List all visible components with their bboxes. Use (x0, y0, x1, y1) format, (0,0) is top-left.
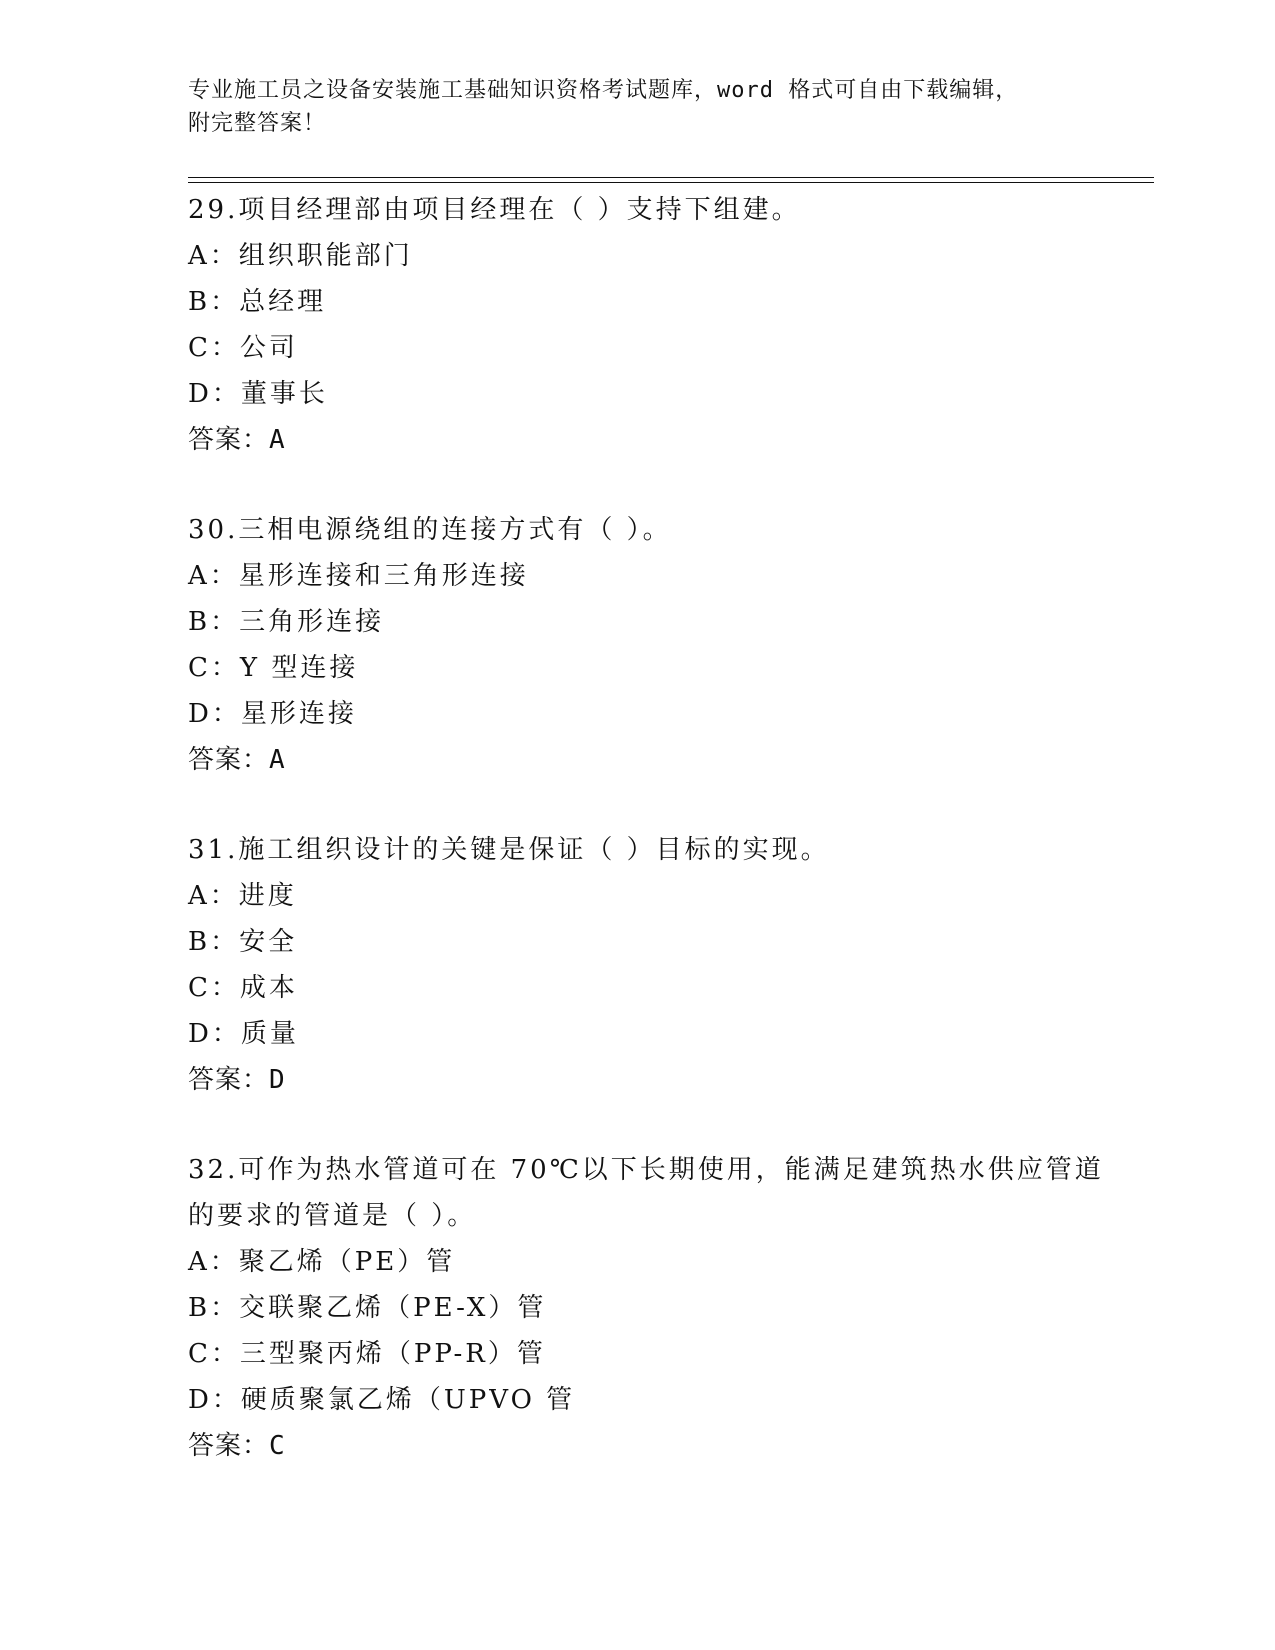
answer-value: D (269, 1065, 286, 1095)
answer-value: A (269, 745, 286, 775)
answer-label: 答案： (188, 425, 270, 455)
answer-line (188, 1057, 1108, 1103)
answer-value: C (269, 1431, 286, 1461)
answer-label: 答案： (188, 1065, 270, 1095)
question-block (188, 1147, 1108, 1469)
question-block (188, 827, 1108, 1103)
option-c: C：三型聚丙烯（PP-R）管 (188, 1339, 546, 1369)
answer-line (188, 1423, 1108, 1469)
option-b: B：交联聚乙烯（PE-X）管 (188, 1293, 547, 1323)
option-d: D：质量 (188, 1019, 299, 1049)
option-d: D：董事长 (188, 379, 328, 409)
option-b: B：总经理 (188, 287, 327, 317)
question-stem: 30.三相电源绕组的连接方式有（ ）。 (188, 515, 672, 545)
option-c: C：公司 (188, 333, 298, 363)
option-d: D：星形连接 (188, 699, 357, 729)
answer-label: 答案： (188, 745, 270, 775)
question-stem: 31.施工组织设计的关键是保证（ ）目标的实现。 (188, 835, 830, 865)
header-divider-bottom (188, 182, 1154, 183)
header-line-1: 专业施工员之设备安装施工基础知识资格考试题库，word 格式可自由下载编辑， (188, 78, 1019, 103)
option-a: A：进度 (188, 881, 297, 911)
question-block (188, 507, 1108, 783)
question-block (188, 187, 1108, 463)
option-a: A：聚乙烯（PE）管 (188, 1247, 456, 1277)
answer-line (188, 737, 1108, 783)
option-d: D：硬质聚氯乙烯（UPVO 管 (188, 1385, 576, 1415)
answer-line (188, 417, 1108, 463)
answer-label: 答案： (188, 1431, 270, 1461)
option-c: C：Y 型连接 (188, 653, 359, 683)
question-stem: 29.项目经理部由项目经理在（ ）支持下组建。 (188, 195, 801, 225)
answer-value: A (269, 425, 286, 455)
header-line-2: 附完整答案！ (188, 111, 327, 136)
header-divider-top (188, 177, 1154, 178)
document-header (188, 74, 1088, 140)
option-a: A：组织职能部门 (188, 241, 413, 271)
option-b: B：安全 (188, 927, 298, 957)
option-b: B：三角形连接 (188, 607, 385, 637)
option-a: A：星形连接和三角形连接 (188, 561, 529, 591)
option-c: C：成本 (188, 973, 298, 1003)
question-stem: 32.可作为热水管道可在 70℃以下长期使用，能满足建筑热水供应管道的要求的管道是（ ）。 (188, 1155, 1104, 1231)
